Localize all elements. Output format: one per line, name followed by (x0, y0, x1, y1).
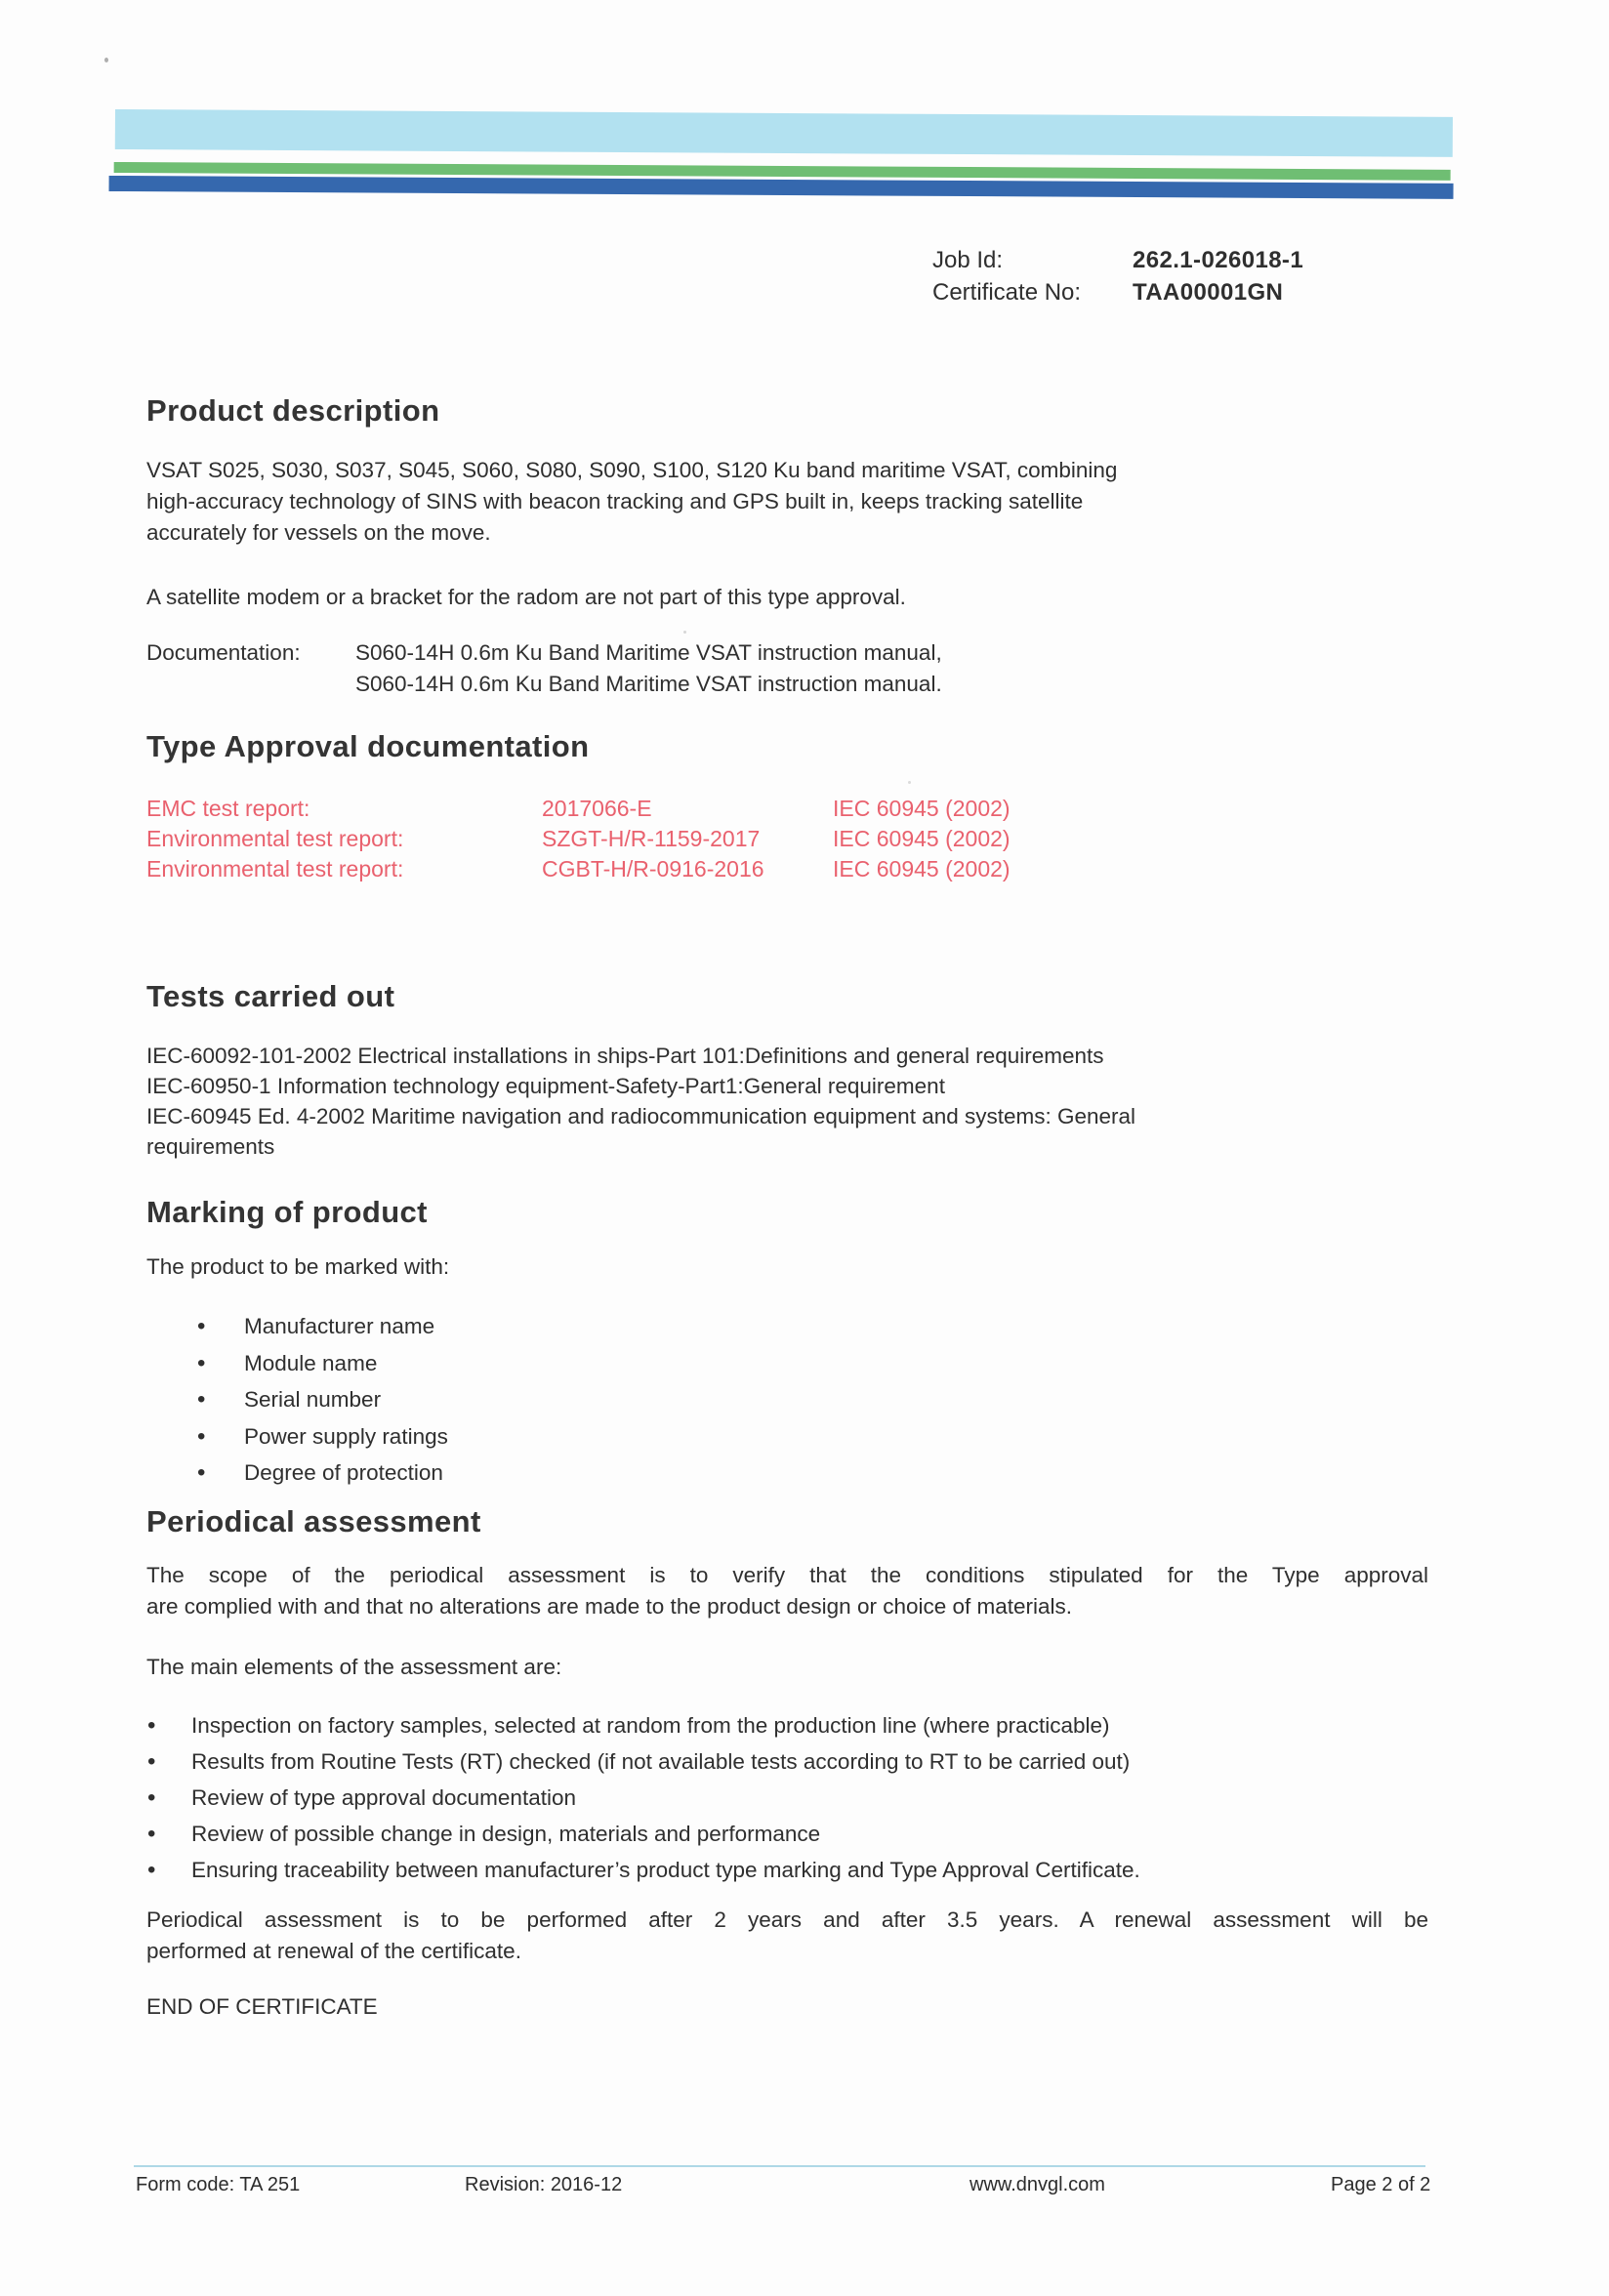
header-brand-bars (0, 0, 1609, 224)
type-approval-report-table (146, 794, 1011, 884)
bullet-item: • Serial number (146, 1381, 448, 1418)
paragraph-line: are complied with and that no alterations are made to the product design or choice of materials. (146, 1594, 1073, 1619)
footer-revision: Revision: 2016-12 (465, 2174, 623, 2195)
documentation-line: S060-14H 0.6m Ku Band Maritime VSAT instruction manual. (355, 672, 942, 696)
test-standard-line: IEC-60945 Ed. 4-2002 Maritime navigation and radiocommunication equipment and systems: General (146, 1104, 1136, 1128)
header-bar-cyan (115, 109, 1453, 157)
report-number: 2017066-E (542, 796, 652, 821)
certificate-no-row (932, 276, 1303, 308)
documentation-line: S060-14H 0.6m Ku Band Maritime VSAT instruction manual, (355, 640, 942, 665)
tests-carried-out-list (146, 1041, 1135, 1162)
section-heading-tests-carried-out: Tests carried out (146, 979, 395, 1013)
report-label: Environmental test report: (146, 826, 404, 851)
report-label: EMC test report: (146, 796, 310, 821)
end-of-certificate-note: END OF CERTIFICATE (146, 1994, 378, 2019)
scan-speck (683, 631, 686, 634)
paragraph-line: performed at renewal of the certificate. (146, 1939, 521, 1963)
section-heading-product-description: Product description (146, 393, 440, 428)
report-row (146, 794, 1011, 824)
footer-form-code: Form code: TA 251 (136, 2174, 301, 2195)
modem-note-paragraph: A satellite modem or a bracket for the radom are not part of this type approval. (146, 585, 906, 609)
section-heading-periodical-assessment: Periodical assessment (146, 1504, 481, 1538)
periodical-bullet-list (146, 1707, 1140, 1888)
test-standard-line: requirements (146, 1134, 275, 1159)
paragraph-line: VSAT S025, S030, S037, S045, S060, S080, S090, S100, S120 Ku band maritime VSAT, combining (146, 458, 1118, 482)
bullet-item: • Inspection on factory samples, selected at random from the production line (where practicable) (146, 1707, 1140, 1743)
bullet-item: • Review of possible change in design, materials and performance (146, 1816, 1140, 1852)
report-row (146, 854, 1011, 884)
bullet-item: • Results from Routine Tests (RT) checked (if not available tests according to RT to be carried out) (146, 1743, 1140, 1780)
bullet-item: • Ensuring traceability between manufacturer’s product type marking and Type Approval Certificate. (146, 1852, 1140, 1888)
paragraph-line: Periodical assessment is to be performed after 2 years and after 3.5 years. A renewal assessment will be (146, 1907, 1428, 1932)
paragraph-line: high-accuracy technology of SINS with beacon tracking and GPS built in, keeps tracking satellite (146, 489, 1084, 513)
product-description-paragraph (146, 455, 1117, 549)
certificate-no-value: TAA00001GN (1133, 279, 1284, 306)
documentation-block (146, 637, 1609, 700)
test-standard-line: IEC-60950-1 Information technology equipment-Safety-Part1:General requirement (146, 1074, 945, 1098)
documentation-label: Documentation: (146, 640, 301, 665)
report-label: Environmental test report: (146, 856, 404, 882)
scan-speck (908, 781, 911, 784)
bullet-item: • Degree of protection (146, 1455, 448, 1492)
paragraph-line: accurately for vessels on the move. (146, 520, 491, 545)
certificate-no-label: Certificate No: (932, 279, 1082, 306)
section-heading-type-approval-documentation: Type Approval documentation (146, 729, 590, 763)
report-standard: IEC 60945 (2002) (833, 826, 1011, 851)
report-row (146, 824, 1011, 854)
paragraph-line: The scope of the periodical assessment is to verify that the conditions stipulated for the Type approval (146, 1563, 1428, 1587)
job-id-value: 262.1-026018-1 (1133, 247, 1304, 273)
report-number: SZGT-H/R-1159-2017 (542, 826, 761, 851)
footer-page-number: Page 2 of 2 (1331, 2174, 1431, 2195)
marking-bullet-list (146, 1308, 448, 1492)
bullet-item: • Power supply ratings (146, 1418, 448, 1456)
test-standard-line: IEC-60092-101-2002 Electrical installations in ships-Part 101:Definitions and general requirements (146, 1044, 1104, 1068)
report-standard: IEC 60945 (2002) (833, 796, 1011, 821)
periodical-scope-paragraph (146, 1560, 1428, 1622)
report-standard: IEC 60945 (2002) (833, 856, 1011, 882)
report-number: CGBT-H/R-0916-2016 (542, 856, 764, 882)
footer-rule (134, 2165, 1425, 2167)
job-id-label: Job Id: (932, 247, 1004, 273)
section-heading-marking-of-product: Marking of product (146, 1195, 428, 1229)
bullet-item: • Manufacturer name (146, 1308, 448, 1345)
main-elements-intro: The main elements of the assessment are: (146, 1655, 562, 1679)
bullet-item: • Review of type approval documentation (146, 1780, 1140, 1816)
bullet-item: • Module name (146, 1345, 448, 1382)
job-id-block (932, 244, 1303, 308)
marking-intro: The product to be marked with: (146, 1254, 450, 1279)
periodical-closing-paragraph (146, 1905, 1428, 1967)
footer-website: www.dnvgl.com (970, 2174, 1105, 2195)
job-id-row (932, 244, 1303, 276)
